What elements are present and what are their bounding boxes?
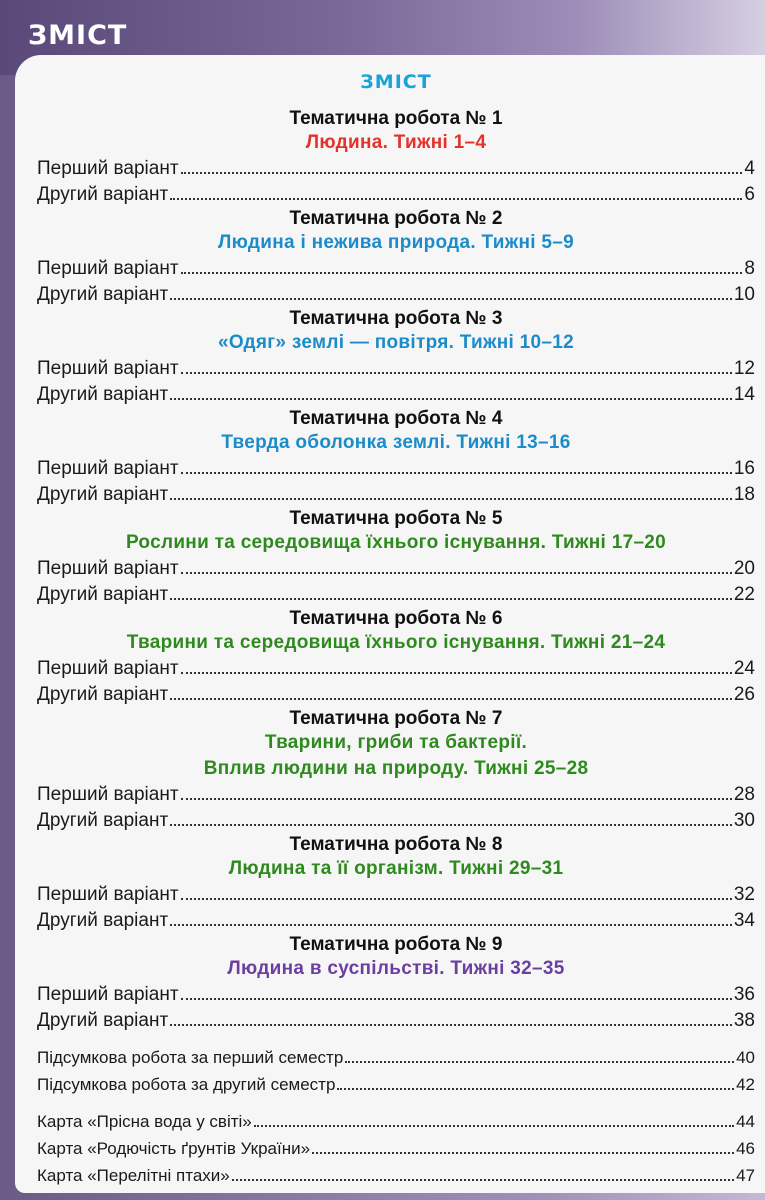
work-subtitle: Рослини та середовища їхнього існування. Тижні 17–20: [125, 532, 667, 553]
work-subtitle: Тварини та середовища їхнього існування. Тижні 21–24: [126, 632, 666, 653]
toc-entry[interactable]: [37, 356, 755, 382]
work-subtitle: Людина. Тижні 1–4: [305, 132, 487, 153]
entry-page-number: 28: [733, 784, 755, 805]
entry-page-number: 16: [733, 458, 755, 479]
entry-label: Другий варіант: [37, 384, 169, 405]
toc-entry[interactable]: [37, 256, 755, 282]
toc-entry[interactable]: [37, 1135, 755, 1162]
toc-entry[interactable]: [37, 282, 755, 308]
entry-page-number: 34: [733, 910, 755, 931]
dot-leader: [170, 908, 732, 926]
dot-leader: [170, 182, 742, 200]
dot-leader: [170, 382, 732, 400]
toc-entry[interactable]: [37, 656, 755, 682]
entry-page-number: 6: [744, 184, 755, 205]
entry-page-number: 12: [733, 358, 755, 379]
entry-page-number: 38: [733, 1010, 755, 1031]
entry-label: Карта «Родючість ґрунтів України»: [37, 1139, 311, 1158]
entry-label: Другий варіант: [37, 584, 169, 605]
toc-entry[interactable]: [37, 808, 755, 834]
entry-page-number: 22: [733, 584, 755, 605]
dot-leader: [181, 782, 732, 800]
entry-page-number: 8: [744, 258, 755, 279]
toc-entry[interactable]: [37, 582, 755, 608]
work-subtitle: Людина в суспільстві. Тижні 32–35: [227, 958, 565, 979]
entry-label: Другий варіант: [37, 910, 169, 931]
dot-leader: [170, 808, 732, 826]
dot-leader: [345, 1045, 734, 1063]
work-subtitle: «Одяг» землі — повітря. Тижні 10–12: [218, 332, 574, 353]
dot-leader: [181, 656, 732, 674]
toc-entry[interactable]: [37, 1071, 755, 1098]
entry-label: Карта «Прісна вода у світі»: [37, 1112, 252, 1131]
entry-label: Перший варіант: [37, 258, 179, 279]
dot-leader: [181, 982, 732, 1000]
toc-entry[interactable]: [37, 382, 755, 408]
entry-page-number: 20: [733, 558, 755, 579]
entry-label: Перший варіант: [37, 784, 179, 805]
dot-leader: [181, 156, 743, 174]
toc-entry[interactable]: [37, 882, 755, 908]
entry-label: Підсумкова робота за перший семестр: [37, 1048, 344, 1067]
dot-leader: [337, 1072, 734, 1090]
work-title: Тематична робота № 8: [289, 834, 503, 855]
entry-label: Перший варіант: [37, 158, 179, 179]
spacer: [37, 1034, 755, 1044]
toc-entry[interactable]: [37, 1044, 755, 1071]
entry-label: Другий варіант: [37, 684, 169, 705]
work-title: Тематична робота № 7: [289, 708, 503, 729]
dot-leader: [254, 1109, 734, 1127]
work-title: Тематична робота № 5: [289, 508, 503, 529]
dot-leader: [170, 582, 732, 600]
entry-page-number: 26: [733, 684, 755, 705]
entry-label: Другий варіант: [37, 484, 169, 505]
works-list: [37, 108, 755, 1034]
entry-label: Перший варіант: [37, 884, 179, 905]
finals-list: [37, 1044, 755, 1098]
dot-leader: [170, 1008, 732, 1026]
toc-content: [37, 62, 755, 1189]
entry-page-number: 47: [736, 1166, 755, 1185]
toc-entry[interactable]: [37, 1008, 755, 1034]
toc-entry[interactable]: [37, 156, 755, 182]
entry-label: Другий варіант: [37, 810, 169, 831]
entry-page-number: 40: [736, 1048, 755, 1067]
entry-label: Другий варіант: [37, 284, 169, 305]
entry-label: Перший варіант: [37, 558, 179, 579]
toc-heading: ЗМІСТ: [360, 71, 432, 93]
toc-entry[interactable]: [37, 908, 755, 934]
entry-label: Карта «Перелітні птахи»: [37, 1166, 230, 1185]
work-title: Тематична робота № 9: [289, 934, 503, 955]
toc-entry[interactable]: [37, 1162, 755, 1189]
entry-label: Перший варіант: [37, 984, 179, 1005]
entry-page-number: 32: [733, 884, 755, 905]
work-subtitle: Людина і нежива природа. Тижні 5–9: [217, 232, 575, 253]
work-subtitle: Людина та її організм. Тижні 29–31: [228, 858, 564, 879]
entry-page-number: 42: [736, 1075, 755, 1094]
header-title: ЗМІСТ: [28, 20, 128, 51]
entry-page-number: 4: [744, 158, 755, 179]
entry-page-number: 18: [733, 484, 755, 505]
entry-page-number: 46: [736, 1139, 755, 1158]
entry-page-number: 44: [736, 1112, 755, 1131]
work-title: Тематична робота № 6: [289, 608, 503, 629]
toc-entry[interactable]: [37, 782, 755, 808]
entry-label: Перший варіант: [37, 358, 179, 379]
work-subtitle: Тварини, гриби та бактерії.: [264, 732, 528, 753]
work-subtitle: Тверда оболонка землі. Тижні 13–16: [221, 432, 571, 453]
entry-page-number: 36: [733, 984, 755, 1005]
entry-page-number: 14: [733, 384, 755, 405]
dot-leader: [181, 256, 743, 274]
dot-leader: [181, 356, 732, 374]
dot-leader: [170, 282, 732, 300]
entry-label: Другий варіант: [37, 1010, 169, 1031]
dot-leader: [232, 1163, 734, 1181]
entry-label: Перший варіант: [37, 658, 179, 679]
work-title: Тематична робота № 1: [289, 108, 503, 129]
toc-entry[interactable]: [37, 682, 755, 708]
work-title: Тематична робота № 3: [289, 308, 503, 329]
toc-entry[interactable]: [37, 182, 755, 208]
dot-leader: [181, 882, 732, 900]
entry-label: Підсумкова робота за другий семестр: [37, 1075, 336, 1094]
spacer: [37, 1098, 755, 1108]
toc-entry[interactable]: [37, 556, 755, 582]
entry-label: Перший варіант: [37, 458, 179, 479]
entry-page-number: 30: [733, 810, 755, 831]
toc-entry[interactable]: [37, 482, 755, 508]
entry-page-number: 10: [733, 284, 755, 305]
dot-leader: [312, 1136, 734, 1154]
maps-list: [37, 1108, 755, 1189]
dot-leader: [181, 456, 732, 474]
toc-entry[interactable]: [37, 982, 755, 1008]
toc-entry[interactable]: [37, 1108, 755, 1135]
work-subtitle: Вплив людини на природу. Тижні 25–28: [203, 758, 589, 779]
toc-entry[interactable]: [37, 456, 755, 482]
entry-label: Другий варіант: [37, 184, 169, 205]
work-title: Тематична робота № 4: [289, 408, 503, 429]
dot-leader: [181, 556, 732, 574]
work-title: Тематична робота № 2: [289, 208, 503, 229]
dot-leader: [170, 482, 732, 500]
entry-page-number: 24: [733, 658, 755, 679]
dot-leader: [170, 682, 732, 700]
